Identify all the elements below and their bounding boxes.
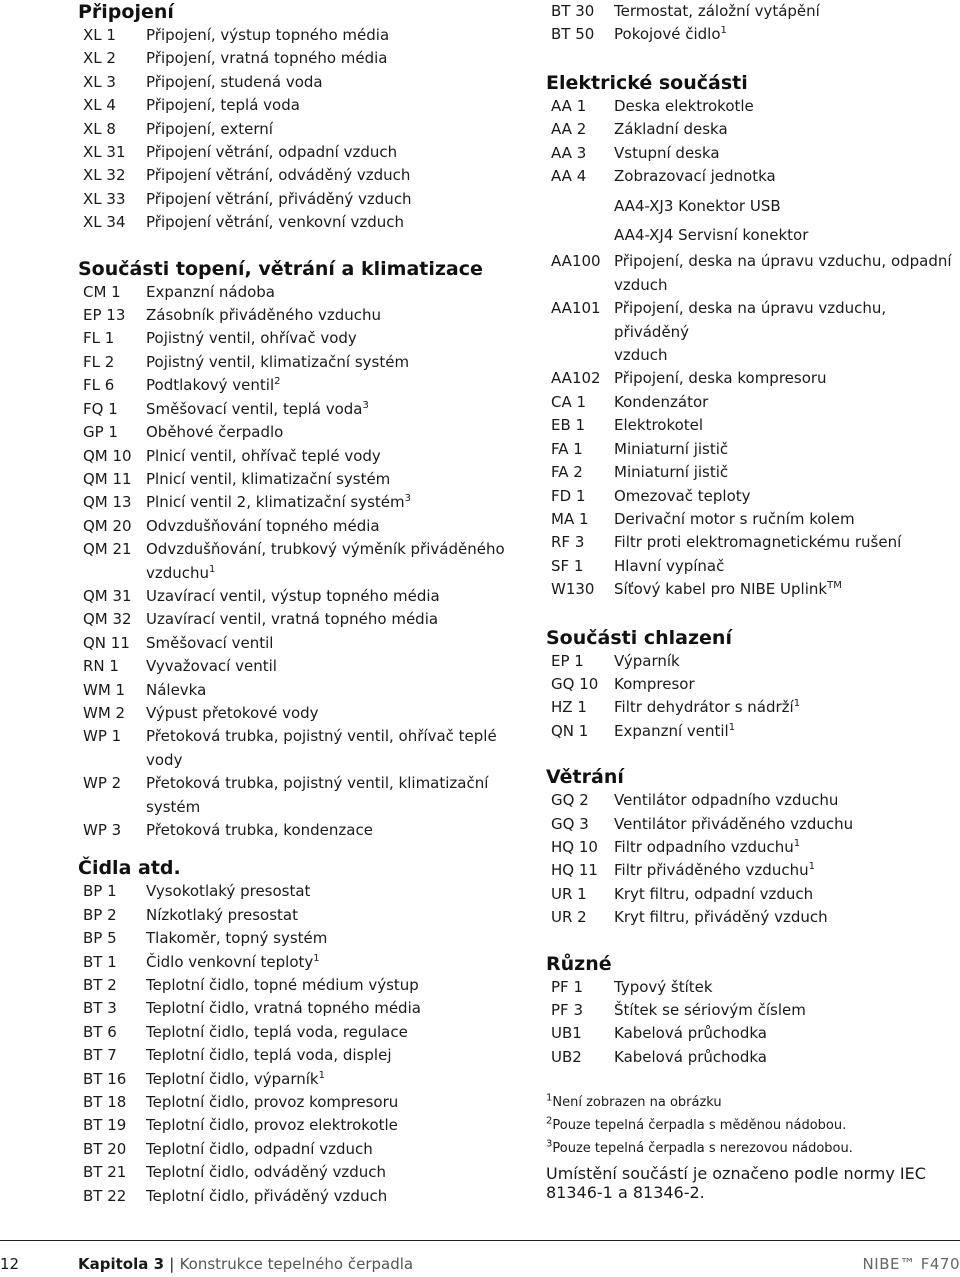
list-item (78, 951, 518, 974)
item-code: QN 11 (83, 633, 130, 652)
list-item (546, 23, 960, 46)
item-code: PF 1 (551, 977, 583, 996)
item-desc: Pokojové čidlo$^1$ (614, 25, 727, 44)
item-code: FD 1 (551, 486, 586, 505)
item-desc: Teplotní čidlo, přiváděný vzduch (146, 1186, 388, 1205)
right-column (546, 0, 960, 1202)
item-desc: Ventilátor přiváděného vzduchu (614, 814, 854, 833)
section-title: Součásti topení, větrání a klimatizace (78, 257, 483, 280)
item-desc: Přetoková trubka, pojistný ventil, ohřívač teplé vody (146, 727, 497, 769)
list-item (546, 297, 960, 367)
item-desc: Filtr odpadního vzduchu$^1$ (614, 837, 801, 856)
item-desc: Zásobník přiváděného vzduchu (146, 306, 382, 325)
list-item (78, 188, 518, 211)
item-list (78, 24, 518, 235)
item-desc: Výparník (614, 651, 680, 670)
list-item (78, 47, 518, 70)
list-item (546, 673, 960, 696)
item-code: FQ 1 (83, 399, 118, 418)
list-item (546, 906, 960, 929)
standards-note: Umístění součástí je označeno podle normy IEC 81346-1 a 81346-2. (546, 1164, 926, 1203)
list-item (78, 1138, 518, 1161)
section-title: Elektrické součásti (546, 71, 748, 94)
item-desc: Teplotní čidlo, topné médium výstup (146, 976, 419, 995)
item-code: EP 1 (551, 651, 584, 670)
item-desc: Zobrazovací jednotka (614, 167, 776, 186)
item-code: AA102 (551, 369, 601, 388)
item-code: BT 16 (83, 1069, 127, 1088)
list-item (78, 1091, 518, 1114)
item-desc: Teplotní čidlo, odpadní vzduch (146, 1139, 373, 1158)
item-code: RN 1 (83, 657, 119, 676)
item-code: PF 3 (551, 1001, 583, 1019)
page-number: 12 (0, 1255, 20, 1273)
list-item (546, 696, 960, 719)
list-item (78, 398, 518, 421)
item-code: FL 1 (83, 329, 115, 348)
brand-label: NIBE™ F470 (862, 1255, 960, 1273)
item-code: EP 13 (83, 306, 126, 325)
item-code: AA 3 (551, 143, 587, 162)
list-item (546, 367, 960, 390)
list-item (78, 24, 518, 47)
list-item (78, 608, 518, 631)
item-list (546, 95, 960, 189)
list-item (546, 438, 960, 461)
item-desc: Termostat, záložní vytápění (614, 2, 820, 20)
item-code: XL 4 (83, 96, 116, 115)
item-list (546, 0, 960, 47)
item-desc: Teplotní čidlo, teplá voda, regulace (146, 1022, 408, 1041)
item-code: BT 19 (83, 1116, 127, 1135)
list-item (546, 142, 960, 165)
item-desc: Připojení, vratná topného média (146, 49, 388, 68)
section-cidla (78, 856, 518, 1208)
list-item (78, 491, 518, 514)
list-item (78, 281, 518, 304)
item-desc: Vyvažovací ventil (146, 657, 277, 676)
item-desc: Teplotní čidlo, teplá voda, displej (146, 1046, 392, 1065)
item-desc: Směšovací ventil (146, 633, 274, 652)
list-item (78, 1114, 518, 1137)
item-code: FL 2 (83, 352, 115, 371)
item-desc: Uzavírací ventil, výstup topného média (146, 586, 440, 605)
list-item (546, 508, 960, 531)
item-desc: Připojení větrání, odpadní vzduch (146, 143, 398, 162)
item-desc: Kompresor (614, 674, 695, 693)
section-ruzne (546, 952, 960, 1070)
item-code: AA 4 (551, 167, 587, 186)
list-item (78, 819, 518, 842)
item-code: UB2 (551, 1047, 582, 1066)
item-list (546, 650, 960, 744)
item-code: UR 1 (551, 884, 587, 903)
section-title: Součásti chlazení (546, 626, 732, 649)
item-desc: Připojení, teplá voda (146, 96, 300, 115)
list-item (78, 679, 518, 702)
item-desc: Filtr přiváděného vzduchu$^1$ (614, 861, 815, 880)
item-code: HZ 1 (551, 698, 587, 717)
item-desc: Expanzní ventil$^1$ (614, 721, 736, 740)
list-item (546, 999, 960, 1022)
section-title: Připojení (78, 1, 174, 23)
list-item (546, 836, 960, 859)
item-code: BT 22 (83, 1186, 127, 1205)
section-vetrani (546, 765, 960, 929)
list-item (546, 555, 960, 578)
item-desc: Miniaturní jistič (614, 439, 729, 458)
item-code: QN 1 (551, 721, 589, 740)
item-list (546, 976, 960, 1070)
list-item (546, 118, 960, 141)
list-item (78, 880, 518, 903)
list-item (546, 578, 960, 601)
item-code: BT 20 (83, 1139, 127, 1158)
list-item (546, 414, 960, 437)
item-code: XL 32 (83, 166, 126, 185)
item-desc: Plnicí ventil, ohřívač teplé vody (146, 446, 381, 465)
item-desc: Síťový kabel pro NIBE Uplink™ (614, 580, 842, 599)
item-code: XL 31 (83, 143, 126, 162)
item-desc: Připojení, deska kompresoru (614, 369, 827, 388)
section-soucasti-topeni (78, 257, 518, 843)
item-desc: Připojení, studená voda (146, 72, 323, 91)
item-code: GQ 10 (551, 674, 599, 693)
item-desc: Ventilátor odpadního vzduchu (614, 791, 839, 810)
item-desc: Omezovač teploty (614, 486, 751, 505)
item-desc: Pojistný ventil, ohřívač vody (146, 329, 357, 348)
list-item (78, 538, 518, 585)
item-desc: Kabelová průchodka (614, 1047, 767, 1066)
item-desc: Hlavní vypínač (614, 556, 725, 575)
list-item (78, 211, 518, 234)
list-item (546, 391, 960, 414)
footnote: $^3$Pouze tepelná čerpadla s nerezovou nádobou. (546, 1138, 853, 1157)
item-code: QM 32 (83, 610, 132, 629)
item-code: UB1 (551, 1024, 582, 1043)
item-desc: Připojení větrání, venkovní vzduch (146, 213, 405, 232)
item-code: CM 1 (83, 282, 121, 301)
list-item (78, 655, 518, 678)
item-desc: Přetoková trubka, pojistný ventil, klimatizační systém (146, 774, 489, 816)
item-code: XL 1 (83, 26, 116, 44)
item-desc: Plnicí ventil, klimatizační systém (146, 469, 391, 488)
list-item (78, 374, 518, 397)
item-code: BT 6 (83, 1022, 117, 1041)
list-item (546, 165, 960, 188)
item-desc: Teplotní čidlo, provoz elektrokotle (146, 1116, 398, 1135)
item-desc: Základní deska (614, 120, 728, 139)
item-desc: Připojení větrání, odváděný vzduch (146, 166, 411, 185)
item-code: QM 21 (83, 540, 132, 559)
list-item (546, 95, 960, 118)
item-code: BT 1 (83, 952, 117, 971)
list-item (78, 94, 518, 117)
list-item (546, 883, 960, 906)
list-item (78, 997, 518, 1020)
item-desc: Podtlakový ventil$^2$ (146, 376, 281, 395)
item-desc: Směšovací ventil, teplá voda$^3$ (146, 399, 369, 418)
item-desc: Kondenzátor (614, 392, 709, 411)
item-code: BP 1 (83, 882, 117, 901)
list-item (546, 461, 960, 484)
list-item (546, 531, 960, 554)
section-chlazeni (546, 626, 960, 744)
list-item (78, 468, 518, 491)
item-desc: Přetoková trubka, kondenzace (146, 821, 373, 839)
list-item (78, 1161, 518, 1184)
item-code: GP 1 (83, 423, 118, 442)
item-desc: Teplotní čidlo, odváděný vzduch (146, 1163, 387, 1182)
item-desc: Připojení, deska na úpravu vzduchu, odpadní vzduch (614, 252, 952, 294)
item-desc: Derivační motor s ručním kolem (614, 509, 855, 528)
list-item (78, 351, 518, 374)
item-desc: Čidlo venkovní teploty$^1$ (146, 952, 320, 971)
item-code: WP 2 (83, 774, 122, 793)
item-list (546, 250, 960, 601)
item-code: AA101 (551, 299, 601, 318)
item-code: BP 2 (83, 905, 117, 924)
list-item (78, 1044, 518, 1067)
item-code: QM 13 (83, 493, 132, 512)
item-code: WP 3 (83, 821, 122, 839)
item-desc: Uzavírací ventil, vratná topného média (146, 610, 439, 629)
sub-item: AA4-XJ4 Servisní konektor (614, 226, 809, 245)
item-code: QM 11 (83, 469, 132, 488)
item-desc: Pojistný ventil, klimatizační systém (146, 352, 410, 371)
footnote: $^2$Pouze tepelná čerpadla s měděnou nádobou. (546, 1115, 847, 1134)
item-desc: Nízkotlaký presostat (146, 905, 298, 924)
list-item (546, 1022, 960, 1045)
item-code: XL 8 (83, 119, 116, 138)
list-item (546, 650, 960, 673)
list-item (546, 1046, 960, 1069)
item-code: HQ 10 (551, 837, 598, 856)
item-desc: Připojení, výstup topného média (146, 26, 390, 44)
list-item (78, 1068, 518, 1091)
item-desc: Plnicí ventil 2, klimatizační systém$^3$ (146, 493, 411, 512)
item-desc: Tlakoměr, topný systém (146, 929, 328, 948)
item-desc: Odvzdušňování topného média (146, 516, 380, 535)
list-item (78, 71, 518, 94)
item-desc: Filtr proti elektromagnetickému rušení (614, 533, 902, 552)
item-list (78, 880, 518, 1208)
item-code: MA 1 (551, 509, 589, 528)
item-desc: Elektrokotel (614, 416, 704, 435)
item-desc: Výpust přetokové vody (146, 703, 319, 722)
item-desc: Teplotní čidlo, provoz kompresoru (146, 1093, 399, 1112)
list-item (78, 141, 518, 164)
item-code: XL 33 (83, 189, 126, 208)
list-item (78, 585, 518, 608)
item-code: HQ 11 (551, 861, 598, 880)
list-item (546, 859, 960, 882)
item-code: RF 3 (551, 533, 585, 552)
item-desc: Typový štítek (614, 977, 713, 996)
list-item (78, 904, 518, 927)
item-code: BT 21 (83, 1163, 127, 1182)
item-code: AA100 (551, 252, 601, 271)
sub-item: AA4-XJ3 Konektor USB (614, 197, 781, 216)
item-code: BT 50 (551, 25, 595, 44)
list-item (78, 327, 518, 350)
list-item (546, 789, 960, 812)
item-code: QM 31 (83, 586, 132, 605)
item-desc: Kryt filtru, odpadní vzduch (614, 884, 814, 903)
item-code: GQ 3 (551, 814, 589, 833)
item-desc: Štítek se sériovým číslem (614, 1001, 806, 1019)
list-item (78, 1185, 518, 1208)
item-code: BP 5 (83, 929, 117, 948)
section-pripojeni (78, 0, 518, 235)
list-item (78, 974, 518, 997)
item-code: W130 (551, 580, 595, 599)
list-item (78, 702, 518, 725)
item-desc: Oběhové čerpadlo (146, 423, 284, 442)
list-item (78, 927, 518, 950)
item-desc: Vstupní deska (614, 143, 720, 162)
list-item (78, 164, 518, 187)
list-item (78, 772, 518, 819)
section-title: Větrání (546, 766, 624, 789)
item-code: XL 3 (83, 72, 116, 91)
item-code: SF 1 (551, 556, 584, 575)
item-desc: Odvzdušňování, trubkový výměník přiváděného vzduchu$^1$ (146, 540, 505, 582)
item-desc: Nálevka (146, 680, 207, 699)
item-code: FA 2 (551, 463, 583, 482)
item-code: BT 3 (83, 999, 117, 1018)
item-list (78, 281, 518, 843)
list-item (546, 485, 960, 508)
item-code: BT 7 (83, 1046, 117, 1065)
list-item (546, 976, 960, 999)
item-list (546, 789, 960, 929)
item-code: WM 1 (83, 680, 126, 699)
item-code: CA 1 (551, 392, 587, 411)
item-code: AA 1 (551, 96, 587, 115)
item-code: XL 2 (83, 49, 116, 68)
list-item (78, 632, 518, 655)
list-item (78, 1021, 518, 1044)
chapter-label: Kapitola 3 | Konstrukce tepelného čerpadla (78, 1255, 414, 1273)
list-item (546, 0, 960, 23)
item-code: XL 34 (83, 213, 126, 232)
item-desc: Deska elektrokotle (614, 96, 754, 115)
item-code: BT 30 (551, 2, 595, 20)
page-footer (0, 1240, 960, 1277)
item-desc: Vysokotlaký presostat (146, 882, 311, 901)
item-desc: Kabelová průchodka (614, 1024, 767, 1043)
list-item (78, 725, 518, 772)
item-desc: Expanzní nádoba (146, 282, 276, 301)
list-item (546, 250, 960, 297)
list-item (78, 304, 518, 327)
left-column (78, 0, 518, 1222)
section-title: Čidla atd. (78, 857, 181, 880)
item-desc: Připojení větrání, přiváděný vzduch (146, 189, 412, 208)
section-elektricke (546, 71, 960, 602)
item-desc: Připojení, deska na úpravu vzduchu, přiváděný vzduch (614, 299, 887, 365)
section-title: Různé (546, 952, 612, 975)
list-item (78, 421, 518, 444)
item-code: GQ 2 (551, 791, 589, 810)
item-code: EB 1 (551, 416, 586, 435)
item-code: BT 18 (83, 1093, 127, 1112)
list-item (546, 813, 960, 836)
item-desc: Miniaturní jistič (614, 463, 729, 482)
item-code: UR 2 (551, 908, 587, 927)
item-desc: Filtr dehydrátor s nádrží$^1$ (614, 698, 801, 717)
list-item (78, 515, 518, 538)
item-desc: Teplotní čidlo, vratná topného média (146, 999, 421, 1018)
item-desc: Teplotní čidlo, výparník$^1$ (146, 1069, 325, 1088)
list-item (78, 118, 518, 141)
item-code: QM 10 (83, 446, 132, 465)
item-desc: Kryt filtru, přiváděný vzduch (614, 908, 828, 927)
item-code: BT 2 (83, 976, 117, 995)
item-code: FA 1 (551, 439, 583, 458)
footnotes (546, 1091, 960, 1202)
item-code: QM 20 (83, 516, 132, 535)
item-code: WM 2 (83, 703, 126, 722)
item-code: FL 6 (83, 376, 115, 395)
footnote: $^1$Není zobrazen na obrázku (546, 1092, 722, 1111)
item-desc: Připojení, externí (146, 119, 273, 138)
item-code: AA 2 (551, 120, 587, 139)
list-item (546, 720, 960, 743)
list-item (78, 445, 518, 468)
item-code: WP 1 (83, 727, 122, 746)
